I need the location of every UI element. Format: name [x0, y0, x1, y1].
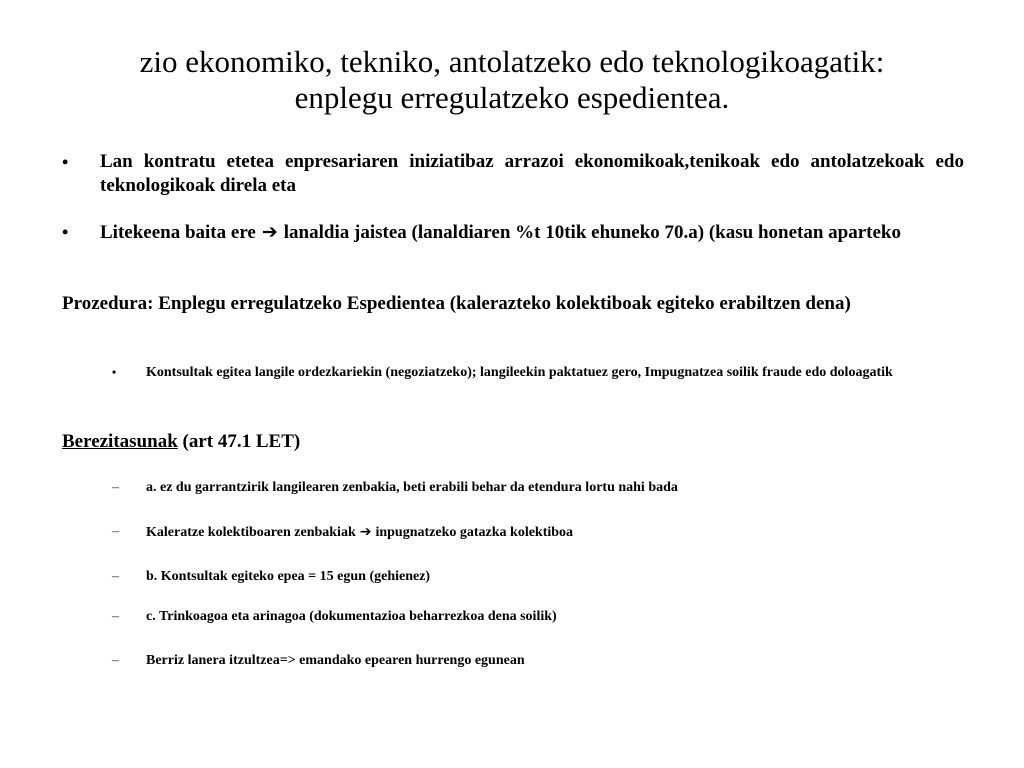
specifics-heading-rest: (art 47.1 LET): [177, 431, 301, 452]
dash-marker: –: [112, 609, 119, 624]
dash-list-item: [112, 607, 962, 627]
procedure-paragraph: [62, 292, 964, 316]
procedure-text: Prozedura: Enplegu erregulatzeko Espedientea (kalerazteko kolektiboak egiteko erabiltzen dena): [62, 293, 851, 314]
dash-item-text: b. Kontsultak egiteko epea = 15 egun (gehienez): [146, 569, 431, 584]
dash-list-item: [112, 651, 962, 671]
dash-marker: –: [112, 480, 119, 495]
dash-item-text: a. ez du garrantzirik langilearen zenbakia, beti erabili behar da etendura lortu nahi bada: [146, 480, 678, 495]
dash-list-item: [112, 567, 962, 587]
specifics-heading-underlined: Berezitasunak: [62, 431, 178, 452]
bullet-item: [62, 220, 964, 245]
sub-bullet-text: Kontsultak egitea langile ordezkariekin (negoziatzeko); langileekin paktatuez gero, Impugnatzea soilik fraude edo doloagatik: [146, 365, 893, 380]
right-arrow-icon: ➔: [261, 221, 278, 243]
bullet-marker: •: [62, 152, 69, 172]
bullet-text: [100, 220, 964, 245]
bullet-marker: •: [112, 365, 117, 379]
slide-title: [60, 44, 964, 116]
dash-marker: –: [112, 653, 119, 668]
dash-item-text-after: inpugnatzeko gatazka kolektiboa: [375, 525, 574, 540]
right-arrow-icon: ➔: [359, 524, 372, 540]
bullet-marker: •: [62, 222, 69, 242]
dash-item-text: [146, 522, 962, 543]
dash-item-text: Berriz lanera itzultzea=> emandako epearen hurrengo egunean: [146, 653, 525, 668]
dash-item-text-before: Kaleratze kolektiboaren zenbakiak: [146, 525, 356, 540]
sub-bullet-item: [112, 360, 964, 385]
bullet-item: [62, 150, 964, 198]
dash-marker: –: [112, 569, 119, 584]
specifics-heading: [62, 430, 300, 454]
bullet-text: Lan kontratu etetea enpresariaren iniziatibaz arrazoi ekonomikoak,tenikoak edo antolatzekoak edo teknologikoak direla eta: [100, 151, 964, 196]
dash-list-item: [112, 522, 962, 543]
dash-item-text: c. Trinkoagoa eta arinagoa (dokumentazioa beharrezkoa dena soilik): [146, 609, 557, 624]
bullet-text-before: Litekeena baita ere: [100, 222, 256, 243]
bullet-text-after: lanaldia jaistea (lanaldiaren %t 10tik ehuneko 70.a) (kasu honetan aparteko: [283, 222, 901, 243]
slide-title-line-1: zio ekonomiko, tekniko, antolatzeko edo teknologikoagatik:: [139, 44, 885, 79]
dash-marker: –: [112, 524, 119, 539]
dash-list-item: [112, 478, 962, 498]
slide-title-line-2: enplegu erregulatzeko espedientea.: [294, 80, 730, 115]
